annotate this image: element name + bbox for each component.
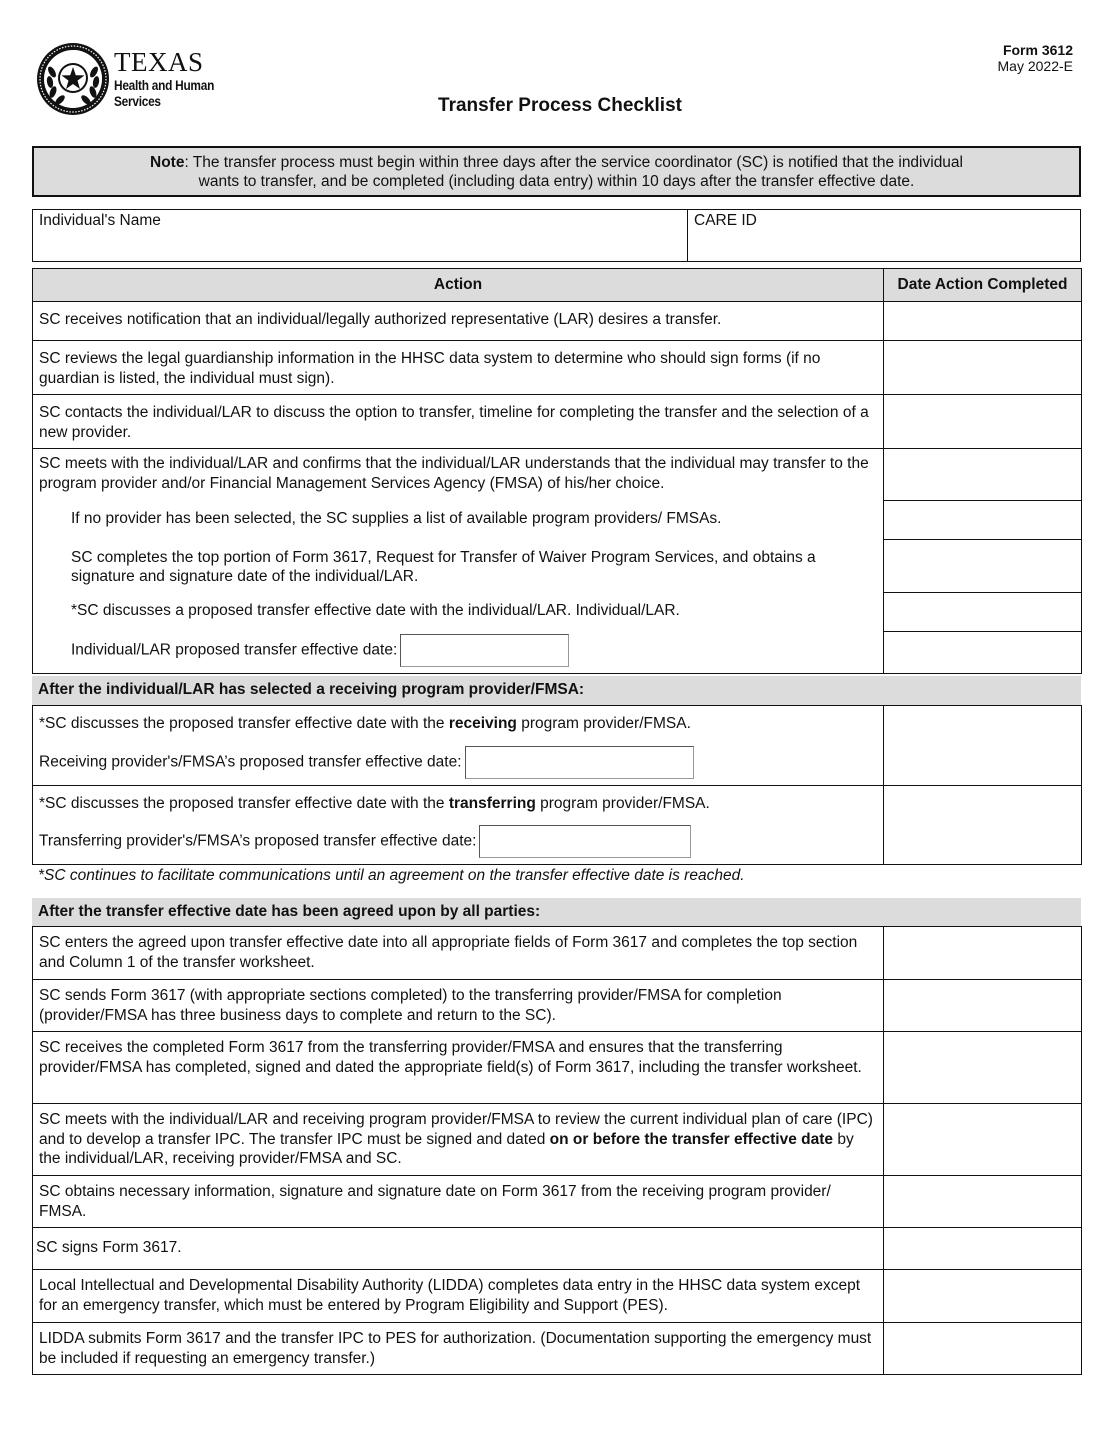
date-completed-field[interactable] — [884, 593, 1082, 632]
action-cell: SC meets with the individual/LAR and receiving program provider/FMSA to review the current individual plan of care (IPC) and to develop a transfer IPC. The transfer IPC must be signed and dated on or before the transfer effective date by the individual/LAR, receiving provider/FMSA and SC. — [33, 1104, 884, 1176]
form-header — [0, 0, 1113, 140]
action-text: *SC discusses the proposed transfer effective date with the receiving program provider/FMSA. — [39, 715, 691, 732]
date-completed-field[interactable] — [884, 395, 1082, 449]
table-row — [33, 341, 1082, 395]
note-text-line2: wants to transfer, and be completed (including data entry) within 10 days after the transfer effective date. — [198, 173, 915, 190]
receiving-date-label: Receiving provider's/FMSA’s proposed transfer effective date: — [39, 753, 462, 771]
date-completed-field[interactable] — [884, 1032, 1082, 1104]
table-row — [33, 540, 1082, 593]
action-text: *SC discusses the proposed transfer effective date with the transferring program provider/FMSA. — [39, 794, 710, 812]
date-completed-field[interactable] — [884, 785, 1082, 865]
form-identifier — [998, 42, 1073, 74]
date-completed-field[interactable] — [884, 980, 1082, 1032]
action-text: SC obtains necessary information, signature and signature date on Form 3617 from the receiving program provider/ FMSA. — [33, 1176, 884, 1228]
form-date: May 2022-E — [997, 58, 1073, 74]
table-row — [33, 501, 1082, 540]
checklist-table-section2 — [32, 705, 1082, 865]
transferring-date-label: Transferring provider's/FMSA’s proposed transfer effective date: — [39, 832, 477, 850]
checklist-table-section3 — [32, 926, 1082, 1375]
page-title: Transfer Process Checklist — [438, 95, 682, 116]
table-row — [33, 395, 1082, 449]
date-completed-field[interactable] — [884, 927, 1082, 980]
individual-name-field[interactable] — [33, 210, 688, 261]
footnote: *SC continues to facilitate communications until an agreement on the transfer effective date is reached. — [38, 867, 745, 884]
date-completed-field[interactable] — [884, 302, 1082, 341]
table-row — [33, 632, 1082, 674]
action-text: SC signs Form 3617. — [33, 1228, 884, 1270]
note-text-line1: : The transfer process must begin within three days after the service coordinator (SC) is notified that the individual — [184, 154, 963, 171]
action-text: SC reviews the legal guardianship information in the HHSC data system to determine who should sign forms (if no guardian is listed, the individual must sign). — [33, 341, 884, 395]
action-text: SC receives notification that an individual/legally authorized representative (LAR) desires a transfer. — [33, 302, 884, 341]
action-text: Local Intellectual and Developmental Disability Authority (LIDDA) completes data entry in the HHSC data system except for an emergency transfer, which must be entered by Program Eligibility and Support (PES). — [33, 1270, 884, 1323]
table-row — [33, 1032, 1082, 1104]
date-completed-field[interactable] — [884, 1270, 1082, 1323]
column-header-date: Date Action Completed — [884, 269, 1082, 302]
action-text: If no provider has been selected, the SC supplies a list of available program providers/ FMSAs. — [33, 501, 884, 540]
table-row — [33, 449, 1082, 501]
logo-texas-text: TEXAS — [114, 46, 204, 77]
table-row — [33, 927, 1082, 980]
note-box — [32, 146, 1081, 197]
action-cell — [33, 706, 884, 786]
date-completed-field[interactable] — [884, 449, 1082, 501]
proposed-date-label: Individual/LAR proposed transfer effective date: — [71, 641, 398, 659]
table-row — [33, 1228, 1082, 1270]
form-number: Form 3612 — [1002, 42, 1073, 58]
care-id-label: CARE ID — [694, 212, 757, 229]
table-row — [33, 1104, 1082, 1176]
action-text: SC contacts the individual/LAR to discuss the option to transfer, timeline for completing the transfer and the selection of a new provider. — [33, 395, 884, 449]
date-completed-field[interactable] — [884, 1176, 1082, 1228]
date-completed-field[interactable] — [884, 1228, 1082, 1270]
date-completed-field[interactable] — [884, 1104, 1082, 1176]
individual-proposed-date-input[interactable] — [400, 634, 569, 667]
action-text: SC sends Form 3617 (with appropriate sections completed) to the transferring provider/FMSA for completion (provider/FMSA has three business days to complete and return to the SC). — [33, 980, 884, 1032]
date-completed-field[interactable] — [884, 1323, 1082, 1375]
action-text: *SC discusses a proposed transfer effective date with the individual/LAR. Individual/LAR. — [33, 593, 884, 632]
date-completed-field[interactable] — [884, 501, 1082, 540]
date-completed-field[interactable] — [884, 341, 1082, 395]
action-cell — [33, 632, 884, 674]
logo-agency-line2: Services — [114, 93, 161, 109]
table-row — [33, 980, 1082, 1032]
date-completed-field[interactable] — [884, 540, 1082, 593]
individual-name-label: Individual's Name — [39, 212, 161, 229]
section-header-receiving-provider: After the individual/LAR has selected a receiving program provider/FMSA: — [32, 676, 1081, 705]
column-header-action: Action — [33, 269, 884, 302]
date-completed-field[interactable] — [884, 706, 1082, 786]
table-row — [33, 785, 1082, 865]
action-text: SC receives the completed Form 3617 from the transferring provider/FMSA and ensures that the transferring provider/FMSA has completed, signed and dated the appropriate field(s) of Form 3617, including the transfer worksheet. — [33, 1032, 884, 1104]
date-completed-field[interactable] — [884, 632, 1082, 674]
section-header-agreed-date: After the transfer effective date has been agreed upon by all parties: — [32, 898, 1081, 927]
action-text: SC enters the agreed upon transfer effective date into all appropriate fields of Form 3617 and completes the top section and Column 1 of the transfer worksheet. — [33, 927, 884, 980]
transferring-proposed-date-input[interactable] — [479, 825, 691, 858]
action-text: SC meets with the individual/LAR and confirms that the individual/LAR understands that the individual may transfer to the program provider and/or Financial Management Services Agency (FMSA) of his/her choice. — [33, 449, 884, 501]
logo-agency-line1: Health and Human — [114, 77, 215, 93]
care-id-field[interactable] — [688, 210, 1080, 261]
action-cell — [33, 785, 884, 865]
note-label: Note — [150, 154, 185, 171]
table-row — [33, 1270, 1082, 1323]
table-row — [33, 1176, 1082, 1228]
identity-fields — [32, 209, 1081, 262]
receiving-proposed-date-input[interactable] — [465, 746, 694, 779]
action-text: LIDDA submits Form 3617 and the transfer IPC to PES for authorization. (Documentation supporting the emergency must be included if requesting an emergency transfer.) — [33, 1323, 884, 1375]
table-row — [33, 1323, 1082, 1375]
action-text: SC completes the top portion of Form 3617, Request for Transfer of Waiver Program Services, and obtains a signature and signature date of the individual/LAR. — [33, 540, 884, 593]
table-row — [33, 593, 1082, 632]
table-row — [33, 706, 1082, 786]
table-row — [33, 302, 1082, 341]
checklist-table-section1 — [32, 268, 1082, 674]
